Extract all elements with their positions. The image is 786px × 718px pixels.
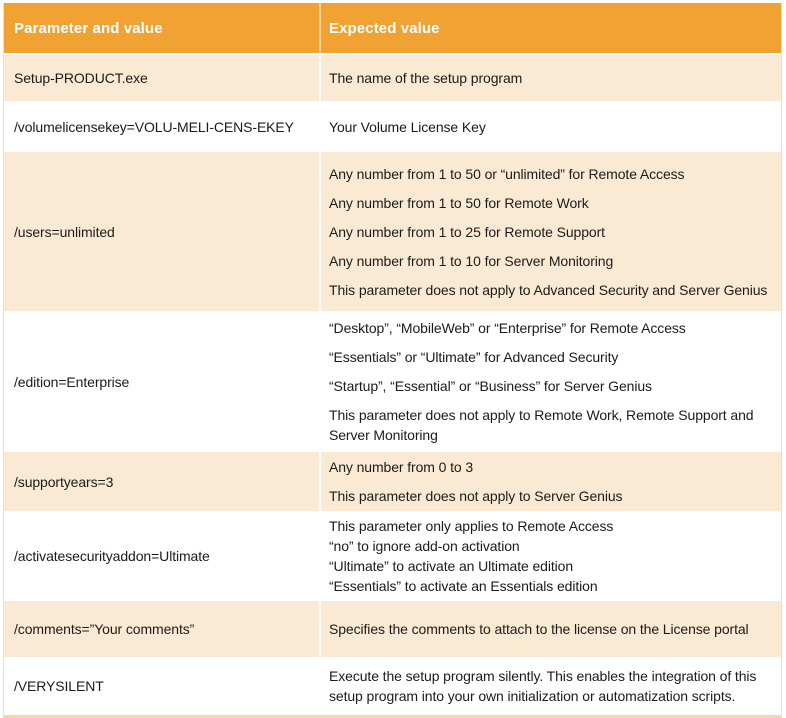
header-label-parameter: Parameter and value xyxy=(14,19,163,37)
expected-paragraph: Any number from 1 to 50 or “unlimited” for Remote Access xyxy=(329,165,685,182)
param-cell xyxy=(4,101,319,152)
expected-paragraph: Execute the setup program silently. This enables the integration of this setup program into your own initialization or automatization scripts. xyxy=(329,668,757,704)
param-cell xyxy=(4,152,319,311)
expected-paragraph: Your Volume License Key xyxy=(329,118,486,135)
expected-paragraph: This parameter only applies to Remote Access xyxy=(329,518,614,534)
table-header-row xyxy=(4,3,781,53)
expected-paragraphs xyxy=(329,516,769,596)
param-value: Setup-PRODUCT.exe xyxy=(14,70,148,86)
param-value: /edition=Enterprise xyxy=(14,373,130,390)
param-value: /VERYSILENT xyxy=(14,678,104,694)
expected-paragraph: “Essentials” to activate an Essentials edition xyxy=(329,578,598,594)
expected-paragraph: This parameter does not apply to Remote Work, Remote Support and Server Monitoring xyxy=(329,407,754,443)
param-value: /users=unlimited xyxy=(14,223,115,240)
expected-paragraphs xyxy=(329,117,769,137)
expected-paragraph: Any number from 0 to 3 xyxy=(329,459,474,475)
table-row xyxy=(4,311,781,452)
param-cell xyxy=(4,511,319,601)
expected-paragraphs xyxy=(329,68,769,88)
expected-paragraph: “Desktop”, “MobileWeb” or “Enterprise” for Remote Access xyxy=(329,320,686,336)
expected-cell xyxy=(321,601,781,657)
param-value: /supportyears=3 xyxy=(14,473,114,490)
param-cell xyxy=(4,55,319,101)
param-value: /activatesecurityaddon=Ultimate xyxy=(14,548,210,564)
expected-paragraphs xyxy=(329,164,769,300)
expected-cell xyxy=(321,311,781,452)
expected-paragraphs xyxy=(329,619,769,639)
table-row xyxy=(4,601,781,657)
expected-paragraph: “no” to ignore add-on activation xyxy=(329,538,520,554)
expected-paragraph: “Essentials” or “Ultimate” for Advanced Security xyxy=(329,349,619,365)
expected-cell xyxy=(321,657,781,715)
parameters-table xyxy=(3,3,782,718)
expected-paragraphs xyxy=(329,666,769,706)
param-cell xyxy=(4,311,319,452)
header-label-expected: Expected value xyxy=(329,19,440,37)
param-cell xyxy=(4,452,319,511)
table-row xyxy=(4,152,781,311)
expected-paragraph: Specifies the comments to attach to the license on the License portal xyxy=(329,621,749,637)
expected-cell xyxy=(321,55,781,101)
param-cell xyxy=(4,657,319,715)
expected-paragraph: This parameter does not apply to Server Genius xyxy=(329,488,623,504)
expected-cell xyxy=(321,511,781,601)
expected-paragraph: The name of the setup program xyxy=(329,70,523,86)
expected-cell xyxy=(321,152,781,311)
param-value: /comments=”Your comments” xyxy=(14,621,195,637)
table-body xyxy=(4,55,781,715)
param-cell xyxy=(4,601,319,657)
table-row xyxy=(4,511,781,601)
expected-paragraphs xyxy=(329,457,769,506)
table-row xyxy=(4,452,781,511)
expected-paragraph: “Startup”, “Essential” or “Business” for Server Genius xyxy=(329,378,652,394)
expected-paragraph: This parameter does not apply to Advanced Security and Server Genius xyxy=(329,281,768,298)
param-value: /volumelicensekey=VOLU-MELI-CENS-EKEY xyxy=(14,118,294,135)
header-cell-expected xyxy=(321,3,781,53)
expected-paragraphs xyxy=(329,318,769,445)
table-row xyxy=(4,101,781,152)
header-cell-parameter xyxy=(4,3,319,53)
expected-paragraph: Any number from 1 to 25 for Remote Support xyxy=(329,223,605,240)
expected-paragraph: Any number from 1 to 50 for Remote Work xyxy=(329,194,589,211)
table-row xyxy=(4,657,781,715)
expected-paragraph: “Ultimate” to activate an Ultimate edition xyxy=(329,558,574,574)
expected-paragraph: Any number from 1 to 10 for Server Monitoring xyxy=(329,252,614,269)
expected-cell xyxy=(321,452,781,511)
table-row xyxy=(4,55,781,101)
expected-cell xyxy=(321,101,781,152)
